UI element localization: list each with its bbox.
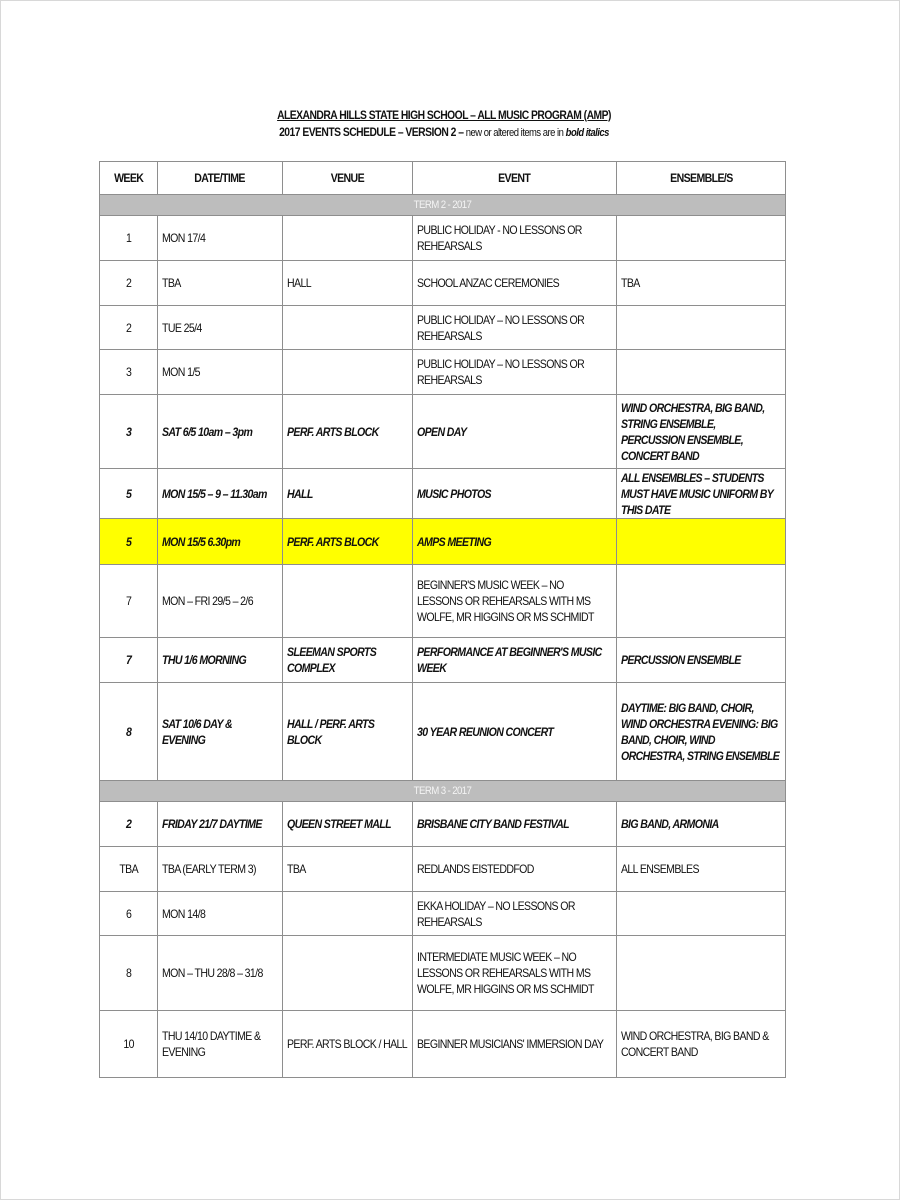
event-cell: PUBLIC HOLIDAY – NO LESSONS OR REHEARSALS [413,306,617,350]
week-cell: 3 [100,350,158,395]
event-cell: PUBLIC HOLIDAY – NO LESSONS OR REHEARSALS [413,350,617,395]
week-cell: TBA [100,847,158,892]
week-cell: 3 [100,395,158,469]
col-header-venue: VENUE [283,162,413,195]
subtitle-note: new or altered items are in [465,127,564,139]
table-row [100,892,786,936]
week-cell: 7 [100,638,158,683]
week-cell: 7 [100,565,158,638]
ensemble-cell [617,519,786,565]
ensemble-cell [617,216,786,261]
ensemble-cell [617,892,786,936]
subtitle-bold: 2017 EVENTS SCHEDULE – VERSION 2 – [279,125,464,139]
term-row [100,195,786,216]
date-cell: MON 17/4 [158,216,283,261]
ensemble-cell: BIG BAND, ARMONIA [617,802,786,847]
week-cell: 5 [100,469,158,519]
ensemble-cell: ALL ENSEMBLES [617,847,786,892]
week-cell: 1 [100,216,158,261]
ensemble-cell [617,936,786,1011]
table-row-highlighted [100,519,786,565]
date-cell: SAT 6/5 10am – 3pm [158,395,283,469]
table-row [100,1011,786,1078]
table-row [100,936,786,1011]
event-cell: BRISBANE CITY BAND FESTIVAL [413,802,617,847]
venue-cell [283,892,413,936]
col-header-event: EVENT [413,162,617,195]
ensemble-cell [617,350,786,395]
venue-cell [283,565,413,638]
venue-cell: PERF. ARTS BLOCK [283,519,413,565]
document-title: ALEXANDRA HILLS STATE HIGH SCHOOL – ALL MUSIC PROGRAM (AMP) [277,108,611,122]
venue-cell: PERF. ARTS BLOCK [283,395,413,469]
table-row [100,261,786,306]
date-cell: TBA (EARLY TERM 3) [158,847,283,892]
week-cell: 2 [100,802,158,847]
date-cell: SAT 10/6 DAY & EVENING [158,683,283,781]
date-cell: MON 1/5 [158,350,283,395]
col-header-ensembles: ENSEMBLE/S [617,162,786,195]
date-cell: MON 15/5 – 9 – 11.30am [158,469,283,519]
table-row [100,638,786,683]
table-row [100,395,786,469]
date-cell: THU 14/10 DAYTIME & EVENING [158,1011,283,1078]
venue-cell [283,216,413,261]
venue-cell: QUEEN STREET MALL [283,802,413,847]
table-row [100,350,786,395]
week-cell: 10 [100,1011,158,1078]
venue-cell [283,306,413,350]
week-cell: 2 [100,306,158,350]
week-cell: 6 [100,892,158,936]
ensemble-cell: WIND ORCHESTRA, BIG BAND, STRING ENSEMBLE, PERCUSSION ENSEMBLE, CONCERT BAND [617,395,786,469]
events-schedule-table [99,161,786,1078]
date-cell: MON – THU 28/8 – 31/8 [158,936,283,1011]
term-row [100,781,786,802]
subtitle-italic: bold italics [565,127,609,139]
venue-cell: HALL [283,261,413,306]
ensemble-cell [617,565,786,638]
ensemble-cell: ALL ENSEMBLES – STUDENTS MUST HAVE MUSIC UNIFORM BY THIS DATE [617,469,786,519]
term-3-label: TERM 3 - 2017 [100,781,786,802]
date-cell: THU 1/6 MORNING [158,638,283,683]
venue-cell: HALL [283,469,413,519]
event-cell: INTERMEDIATE MUSIC WEEK – NO LESSONS OR REHEARSALS WITH MS WOLFE, MR HIGGINS OR MS SCHMIDT [413,936,617,1011]
date-cell: FRIDAY 21/7 DAYTIME [158,802,283,847]
event-cell: PERFORMANCE AT BEGINNER'S MUSIC WEEK [413,638,617,683]
col-header-week: WEEK [100,162,158,195]
date-cell: TUE 25/4 [158,306,283,350]
table-row [100,216,786,261]
col-header-date-time: DATE/TIME [158,162,283,195]
ensemble-cell: TBA [617,261,786,306]
table-row [100,683,786,781]
date-cell: MON 15/5 6.30pm [158,519,283,565]
week-cell: 8 [100,936,158,1011]
table-header-row [100,162,786,195]
ensemble-cell: PERCUSSION ENSEMBLE [617,638,786,683]
document-subtitle [52,125,836,139]
table-row [100,802,786,847]
venue-cell: HALL / PERF. ARTS BLOCK [283,683,413,781]
week-cell: 8 [100,683,158,781]
term-2-label: TERM 2 - 2017 [100,195,786,216]
week-cell: 5 [100,519,158,565]
ensemble-cell [617,306,786,350]
table-row [100,469,786,519]
event-cell: AMPS MEETING [413,519,617,565]
event-cell: MUSIC PHOTOS [413,469,617,519]
event-cell: BEGINNER MUSICIANS' IMMERSION DAY [413,1011,617,1078]
event-cell: SCHOOL ANZAC CEREMONIES [413,261,617,306]
venue-cell: PERF. ARTS BLOCK / HALL [283,1011,413,1078]
ensemble-cell: WIND ORCHESTRA, BIG BAND & CONCERT BAND [617,1011,786,1078]
event-cell: OPEN DAY [413,395,617,469]
event-cell: REDLANDS EISTEDDFOD [413,847,617,892]
date-cell: TBA [158,261,283,306]
venue-cell: SLEEMAN SPORTS COMPLEX [283,638,413,683]
table-row [100,306,786,350]
venue-cell: TBA [283,847,413,892]
venue-cell [283,936,413,1011]
date-cell: MON 14/8 [158,892,283,936]
event-cell: BEGINNER'S MUSIC WEEK – NO LESSONS OR REHEARSALS WITH MS WOLFE, MR HIGGINS OR MS SCHMIDT [413,565,617,638]
event-cell: 30 YEAR REUNION CONCERT [413,683,617,781]
week-cell: 2 [100,261,158,306]
table-row [100,847,786,892]
table-row [100,565,786,638]
date-cell: MON – FRI 29/5 – 2/6 [158,565,283,638]
venue-cell [283,350,413,395]
document-header [0,108,900,139]
event-cell: PUBLIC HOLIDAY - NO LESSONS OR REHEARSALS [413,216,617,261]
event-cell: EKKA HOLIDAY – NO LESSONS OR REHEARSALS [413,892,617,936]
ensemble-cell: DAYTIME: BIG BAND, CHOIR, WIND ORCHESTRA EVENING: BIG BAND, CHOIR, WIND ORCHESTRA, STRING ENSEMBLE [617,683,786,781]
